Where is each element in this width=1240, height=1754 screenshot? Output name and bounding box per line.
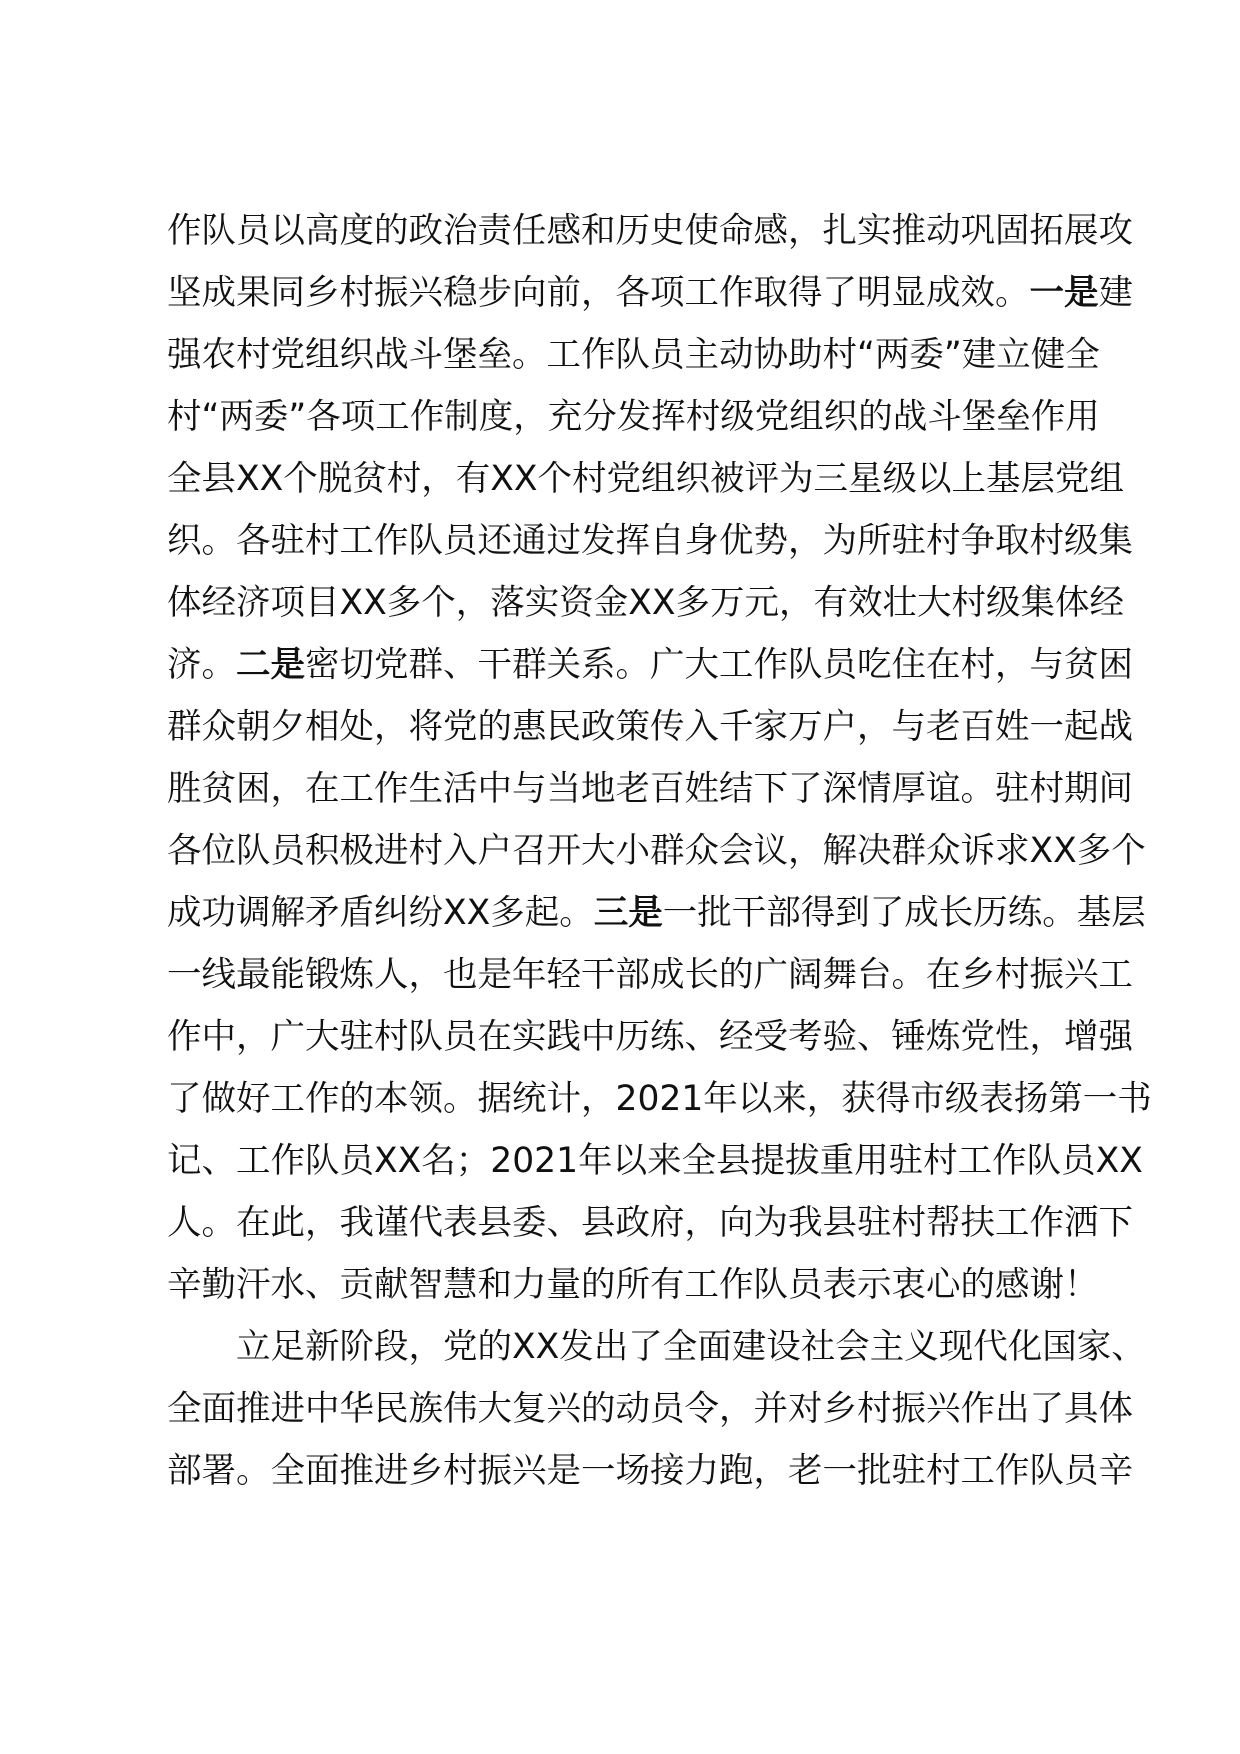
- text-line: [167, 634, 1133, 696]
- text-line: 记、工作队员XX名；2021年以来全县提拔重用驻村工作队员XX: [167, 1141, 1143, 1181]
- text-line: 了做好工作的本领。据统计，2021年以来，获得市级表扬第一书: [167, 1079, 1152, 1119]
- text-line: 群众朝夕相处，将党的惠民政策传入千家万户，与老百姓一起战: [167, 707, 1133, 747]
- text-line: 全县XX个脱贫村，有XX个村党组织被评为三星级以上基层党组: [167, 459, 1125, 499]
- text-run: 建: [1098, 273, 1133, 313]
- text-line: 作中，广大驻村队员在实践中历练、经受考验、锤炼党性，增强: [167, 1017, 1133, 1057]
- bold-marker: 三是: [593, 893, 663, 933]
- text-line: 织。各驻村工作队员还通过发挥自身优势，为所驻村争取村级集: [167, 521, 1133, 561]
- text-line: 立足新阶段，党的XX发出了全面建设社会主义现代化国家、: [236, 1327, 1146, 1367]
- bold-marker: 一是: [1029, 273, 1099, 313]
- text-run: 济。: [167, 645, 236, 685]
- text-line: 强农村党组织战斗堡垒。工作队员主动协助村“两委”建立健全: [167, 335, 1100, 375]
- text-run: 密切党群、干群关系。广大工作队员吃住在村，与贫困: [305, 645, 1133, 685]
- text-line: 体经济项目XX多个，落实资金XX多万元，有效壮大村级集体经: [167, 583, 1125, 623]
- text-line: 全面推进中华民族伟大复兴的动员令，并对乡村振兴作出了具体: [167, 1389, 1133, 1429]
- body-text: [167, 200, 1152, 1502]
- bold-marker: 二是: [236, 645, 305, 685]
- paragraph-2: [167, 1316, 1146, 1502]
- text-line: 胜贫困，在工作生活中与当地老百姓结下了深情厚谊。驻村期间: [167, 769, 1133, 809]
- text-run: 一批干部得到了成长历练。基层: [662, 893, 1146, 933]
- paragraph-1: [167, 200, 1152, 1316]
- text-line: 一线最能锻炼人，也是年轻干部成长的广阔舞台。在乡村振兴工: [167, 955, 1133, 995]
- text-line: [167, 262, 1133, 324]
- text-run: 坚成果同乡村振兴稳步向前，各项工作取得了明显成效。: [167, 273, 1030, 313]
- text-line: 部署。全面推进乡村振兴是一场接力跑，老一批驻村工作队员辛: [167, 1451, 1133, 1491]
- text-run: 成功调解矛盾纠纷XX多起。: [167, 893, 594, 933]
- text-line: 辛勤汗水、贡献智慧和力量的所有工作队员表示衷心的感谢！: [167, 1265, 1099, 1305]
- text-line: [167, 882, 1146, 944]
- text-line: 人。在此，我谨代表县委、县政府，向为我县驻村帮扶工作洒下: [167, 1203, 1133, 1243]
- text-line: 作队员以高度的政治责任感和历史使命感，扎实推动巩固拓展攻: [167, 211, 1133, 251]
- text-line: 各位队员积极进村入户召开大小群众会议，解决群众诉求XX多个: [167, 831, 1146, 871]
- text-line: 村“两委”各项工作制度，充分发挥村级党组织的战斗堡垒作用: [167, 397, 1100, 437]
